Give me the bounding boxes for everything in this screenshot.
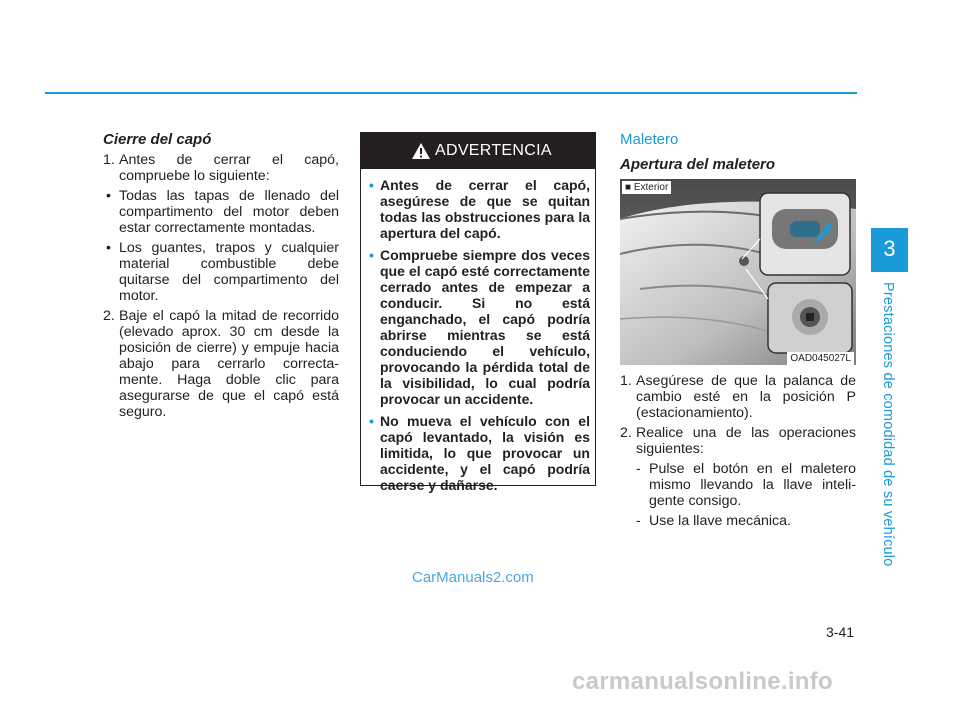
footer-watermark: carmanualsonline.info [572, 668, 834, 695]
trunk-photo [620, 179, 856, 365]
warning-item: • Compruebe siempre dos veces que el capó esté correctamente cerrado antes de empezar a conducir. Si no está enganchado, el capó podría abrirse mientras se está conduciendo el vehículo, provocando la pérdida total de la visibilidad, lo cual podría provocar un accidente. [369, 247, 590, 407]
photo-label: ■ Exterior [622, 181, 671, 194]
step-1: 1. Antes de cerrar el capó, compruebe lo siguiente: [103, 152, 339, 184]
hood-closing-heading: Cierre del capó [103, 131, 212, 148]
page-number: 3-41 [826, 624, 855, 640]
hood-closing-column [103, 132, 339, 420]
bullet-item: • Todas las tapas de llenado del compartimento del motor deben estar correctamente montadas. [106, 188, 339, 236]
trunk-column [620, 132, 856, 529]
trunk-section-title: Maletero [620, 131, 679, 148]
figure-code: OAD045027L [787, 352, 854, 365]
warning-body [369, 177, 590, 499]
chapter-title: Prestaciones de comodidad de su vehículo [880, 282, 896, 567]
step-2: 2. Realice una de las operaciones siguientes: [620, 425, 856, 457]
watermark-link[interactable]: CarManuals2.com [412, 569, 534, 586]
step-1: 1. Asegúrese de que la palanca de cambio esté en la posición P (estacionamiento). [620, 373, 856, 421]
warning-triangle-icon [411, 141, 431, 161]
trunk-opening-heading: Apertura del maletero [620, 156, 776, 173]
warning-item: • No mueva el vehículo con el capó levantado, la visión es limitida, lo que provocar un accidente, y el capó podría caerse y dañarse. [369, 413, 590, 493]
warning-item: • Antes de cerrar el capó, asegúrese de que se quitan todas las obstrucciones para la apertura del capó. [369, 177, 590, 241]
warning-box [360, 132, 596, 493]
step-2: 2. Baje el capó la mitad de recorrido (elevado aprox. 30 cm desde la posición de cierre) y empuje hacia abajo para cerrarlo correcta-mente. Haga doble clic para asegurarse de que el capó está seguro. [103, 308, 339, 420]
dash-item: - Use la llave mecánica. [636, 513, 791, 529]
header-rule [45, 92, 857, 94]
chapter-number: 3 [883, 236, 896, 261]
warning-title: ADVERTENCIA [435, 142, 552, 159]
warning-header [361, 133, 595, 169]
chapter-side-title [880, 282, 900, 572]
car-rear-illustration [620, 179, 856, 365]
bullet-item: • Los guantes, trapos y cualquier material combustible debe quitarse del compartimento del motor. [106, 240, 339, 304]
dash-item: - Pulse el botón en el maletero mismo llevando la llave inteli-gente consigo. [636, 461, 856, 509]
